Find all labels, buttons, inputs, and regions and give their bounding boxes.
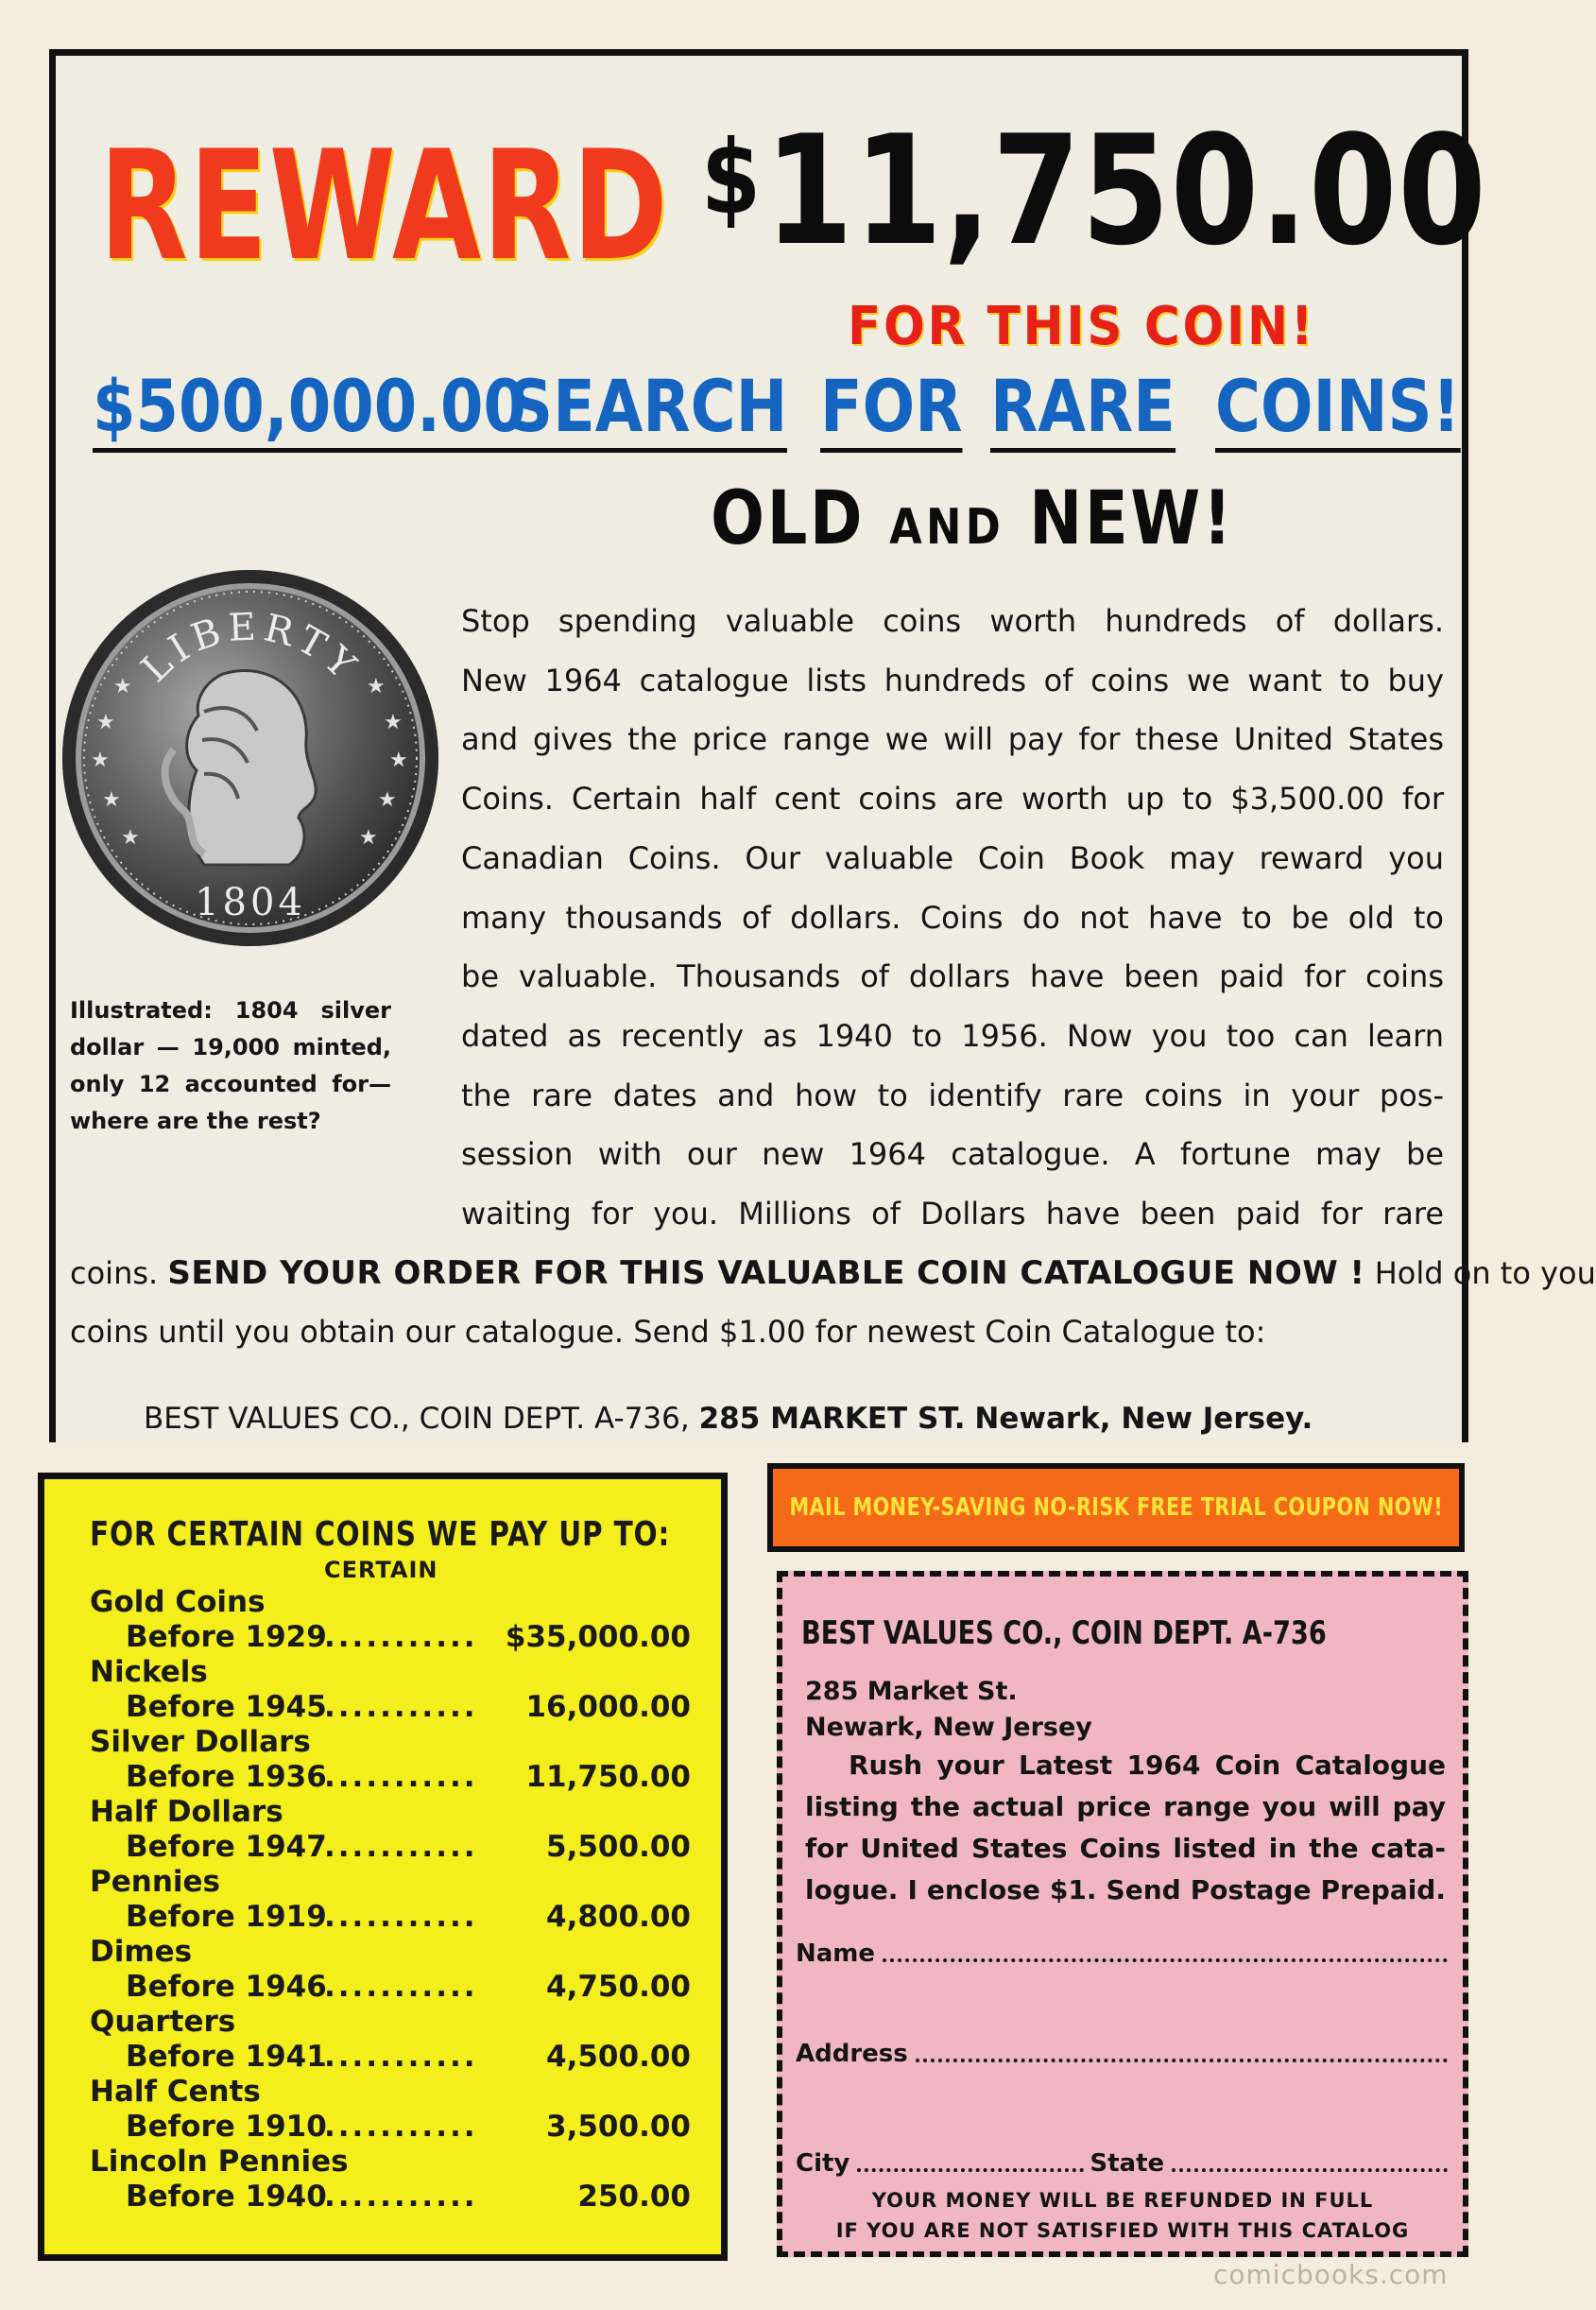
svg-text:★: ★ [121, 826, 140, 850]
price-row-amount: 250.00 [577, 2180, 691, 2214]
price-row-year: Before 1947 [126, 1830, 327, 1864]
price-row-amount: 4,800.00 [546, 1900, 691, 1934]
city-field-label: City [796, 2149, 850, 2178]
price-row-category: Half Cents [90, 2075, 261, 2109]
liberty-bust [165, 670, 317, 865]
address-field-label: Address [796, 2040, 908, 2068]
price-row-leader: ........... [324, 2040, 478, 2074]
price-row [90, 1760, 691, 1795]
subhead-and: AND [889, 499, 1005, 556]
price-row [90, 2040, 691, 2075]
name-field[interactable] [796, 1934, 1448, 1968]
price-row-amount: $35,000.00 [505, 1620, 691, 1654]
price-table-subtitle: CERTAIN [324, 1557, 438, 1583]
price-row-category: Half Dollars [90, 1795, 283, 1829]
price-row-amount: 4,750.00 [546, 1970, 691, 2004]
svg-text:★: ★ [378, 788, 397, 812]
state-field-label: State [1090, 2149, 1165, 2178]
price-row-category: Dimes [90, 1935, 193, 1969]
coupon-city: Newark, New Jersey [805, 1713, 1092, 1742]
search-banner [93, 364, 1461, 456]
state-field-line[interactable] [1172, 2168, 1448, 2172]
svg-text:★: ★ [384, 711, 403, 734]
price-row [90, 1830, 691, 1865]
coupon-title: BEST VALUES CO., COIN DEPT. A-736 [801, 1614, 1327, 1652]
body-line: Canadian Coins. Our valuable Coin Book may reward you [461, 839, 1444, 876]
order-line-2: coins until you obtain our catalogue. Send $1.00 for newest Coin Catalogue to: [70, 1314, 1266, 1350]
address-field-line[interactable] [916, 2059, 1448, 2062]
reward-headline: REWARD [99, 117, 670, 294]
price-table-rows [90, 1585, 691, 2215]
price-row-category: Lincoln Pennies [90, 2145, 349, 2179]
price-table-panel [38, 1473, 728, 2261]
coin-illustration [62, 570, 438, 946]
coin-caption [70, 992, 391, 1140]
caption-line: Illustrated: 1804 silver [70, 997, 391, 1024]
price-row-year: Before 1929 [126, 1620, 327, 1654]
coupon-body-line: listing the actual price range you will pay [805, 1791, 1446, 1822]
caption-line: only 12 accounted for— [70, 1071, 391, 1097]
price-row-leader: ........... [324, 1620, 478, 1654]
coupon-body-line: Rush your Latest 1964 Coin Catalogue [849, 1750, 1446, 1781]
site-watermark: comicbooks.com [1213, 2259, 1449, 2290]
address-dept: A-736, [594, 1402, 690, 1436]
price-row-category: Pennies [90, 1865, 220, 1899]
price-row-year: Before 1919 [126, 1900, 327, 1934]
name-field-label: Name [796, 1939, 876, 1968]
price-row-category: Quarters [90, 2005, 236, 2039]
body-line: Stop spending valuable coins worth hundreds of dollars. [461, 603, 1444, 639]
body-line: waiting for you. Millions of Dollars have been paid for rare [461, 1196, 1444, 1233]
svg-text:★: ★ [96, 711, 115, 734]
svg-text:★: ★ [102, 788, 121, 812]
price-row [90, 2180, 691, 2215]
body-line: session with our new 1964 catalogue. A fortune may be [461, 1136, 1444, 1173]
price-row [90, 1970, 691, 2005]
price-row-leader: ........... [324, 1690, 478, 1724]
name-field-line[interactable] [883, 1958, 1448, 1962]
price-row [90, 2110, 691, 2145]
body-line: many thousands of dollars. Coins do not have to be old to [461, 899, 1444, 936]
body-line: Coins. Certain half cent coins are worth up to $3,500.00 for [461, 781, 1444, 818]
coin-legend: LIBERTY [133, 605, 368, 691]
price-row-amount: 16,000.00 [525, 1690, 691, 1724]
order-call-to-action: SEND YOUR ORDER FOR THIS VALUABLE COIN CATALOGUE NOW ! [167, 1254, 1365, 1292]
price-row-year: Before 1941 [126, 2040, 327, 2074]
coupon-header-text: MAIL MONEY-SAVING NO-RISK FREE TRIAL COUPON NOW! [789, 1493, 1443, 1522]
price-row-leader: ........... [324, 1970, 478, 2004]
order-coupon[interactable] [777, 1571, 1468, 2257]
svg-text:★: ★ [389, 749, 408, 772]
price-row-leader: ........... [324, 2110, 478, 2144]
coupon-street: 285 Market St. [805, 1677, 1018, 1706]
body-line: be valuable. Thousands of dollars have been paid for coins [461, 958, 1444, 995]
address-city: Newark, New Jersey. [974, 1402, 1313, 1436]
price-row-year: Before 1940 [126, 2180, 327, 2214]
price-row-amount: 4,500.00 [546, 2040, 691, 2074]
coin-year: 1804 [195, 881, 306, 924]
body-line: New 1964 catalogue lists hundreds of coins we want to buy [461, 662, 1444, 698]
price-row [90, 1690, 691, 1725]
price-row-category: Silver Dollars [90, 1725, 311, 1759]
svg-text:★: ★ [367, 675, 386, 698]
old-and-new-subhead [711, 476, 1235, 561]
price-row-amount: 5,500.00 [546, 1830, 691, 1864]
search-amount: $500,000.00 [93, 371, 526, 453]
city-state-field[interactable] [796, 2144, 1448, 2178]
svg-text:★: ★ [91, 749, 110, 772]
subhead-new: NEW! [1029, 476, 1235, 561]
coupon-header-banner [767, 1463, 1465, 1552]
body-line: dated as recently as 1940 to 1956. Now you too can learn [461, 1017, 1444, 1054]
price-row-year: Before 1910 [126, 2110, 327, 2144]
refund-notice-line-2: IF YOU ARE NOT SATISFIED WITH THIS CATALOG [835, 2219, 1410, 2242]
search-word-2: FOR [820, 371, 963, 453]
price-row [90, 1620, 691, 1655]
price-row-amount: 3,500.00 [546, 2110, 691, 2144]
dollar-sign: $ [701, 119, 762, 237]
ad-body-text [461, 592, 1444, 1244]
price-row-leader: ........... [324, 1900, 478, 1934]
reward-amount [701, 102, 1487, 279]
search-word-1: SEARCH [508, 371, 787, 453]
caption-line: dollar — 19,000 minted, [70, 1034, 391, 1060]
for-this-coin-tagline: FOR THIS COIN! [848, 296, 1316, 357]
price-row-year: Before 1946 [126, 1970, 327, 2004]
body-line: the rare dates and how to identify rare coins in your pos- [461, 1077, 1444, 1113]
refund-notice-line-1: YOUR MONEY WILL BE REFUNDED IN FULL [871, 2189, 1374, 2212]
caption-line: where are the rest? [70, 1108, 321, 1134]
ad-order-text [70, 1244, 1596, 1361]
price-row [90, 1900, 691, 1935]
search-word-3: RARE [990, 371, 1176, 453]
address-street: 285 MARKET ST. [698, 1402, 966, 1436]
coupon-body-line: for United States Coins listed in the cata- [805, 1833, 1446, 1864]
city-field-line[interactable] [857, 2168, 1084, 2172]
price-row-leader: ........... [324, 1830, 478, 1864]
price-row-category: Nickels [90, 1655, 208, 1689]
order-line-1 [70, 1244, 1596, 1302]
price-row-amount: 11,750.00 [525, 1760, 691, 1794]
address-company: BEST VALUES CO., COIN DEPT. [144, 1402, 586, 1436]
subhead-old: OLD [711, 476, 866, 561]
svg-text:★: ★ [359, 826, 378, 850]
price-row-leader: ........... [324, 1760, 478, 1794]
price-row-category: Gold Coins [90, 1585, 266, 1619]
address-field[interactable] [796, 2034, 1448, 2068]
price-row-leader: ........... [324, 2180, 478, 2214]
coupon-body [805, 1745, 1446, 1911]
price-row-year: Before 1945 [126, 1690, 327, 1724]
svg-text:★: ★ [113, 675, 132, 698]
order-line-start: coins. [70, 1255, 159, 1291]
mailing-address [144, 1402, 1372, 1436]
price-row-year: Before 1936 [126, 1760, 327, 1794]
body-line: and gives the price range we will pay for these United States [461, 721, 1444, 758]
order-line-end: Hold on to you [1374, 1255, 1596, 1291]
price-table-title: FOR CERTAIN COINS WE PAY UP TO: [90, 1515, 671, 1554]
search-word-4: COINS! [1215, 371, 1460, 453]
silver-dollar-coin-image [62, 570, 438, 946]
reward-amount-value: 11,750.00 [764, 102, 1487, 279]
coupon-body-line: logue. I enclose $1. Send Postage Prepaid. [805, 1874, 1446, 1905]
